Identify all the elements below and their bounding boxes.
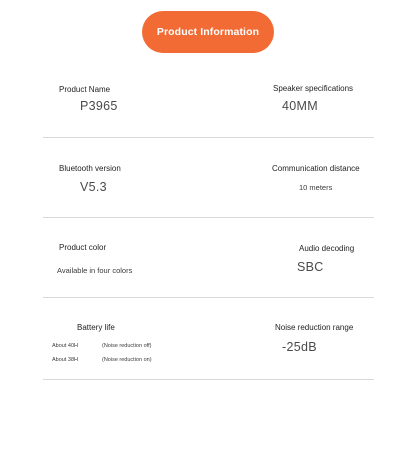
bluetooth-version-value: V5.3 [80,180,107,194]
battery-condition-off: (Noise reduction off) [102,343,152,349]
product-color-label: Product color [59,243,107,252]
speaker-specifications-value: 40MM [282,99,318,113]
product-information-header: Product Information [142,11,274,53]
audio-decoding-value: SBC [297,260,324,274]
speaker-specifications-label: Speaker specifications [273,84,354,93]
row-divider [43,297,374,298]
row-divider [43,217,374,218]
noise-reduction-range-label: Noise reduction range [275,323,354,332]
battery-life-label: Battery life [77,323,115,332]
battery-duration-off: About 40H [52,343,78,349]
communication-distance-label: Communication distance [272,164,360,173]
audio-decoding-label: Audio decoding [299,244,355,253]
product-name-label: Product Name [59,85,111,94]
bluetooth-version-label: Bluetooth version [59,164,121,173]
noise-reduction-range-value: -25dB [282,340,317,354]
product-name-value: P3965 [80,99,118,113]
row-divider [43,137,374,138]
row-divider [43,379,374,380]
battery-condition-on: (Noise reduction on) [102,357,152,363]
product-color-value: Available in four colors [57,266,133,275]
communication-distance-value: 10 meters [299,183,333,192]
battery-duration-on: About 38H [52,357,78,363]
